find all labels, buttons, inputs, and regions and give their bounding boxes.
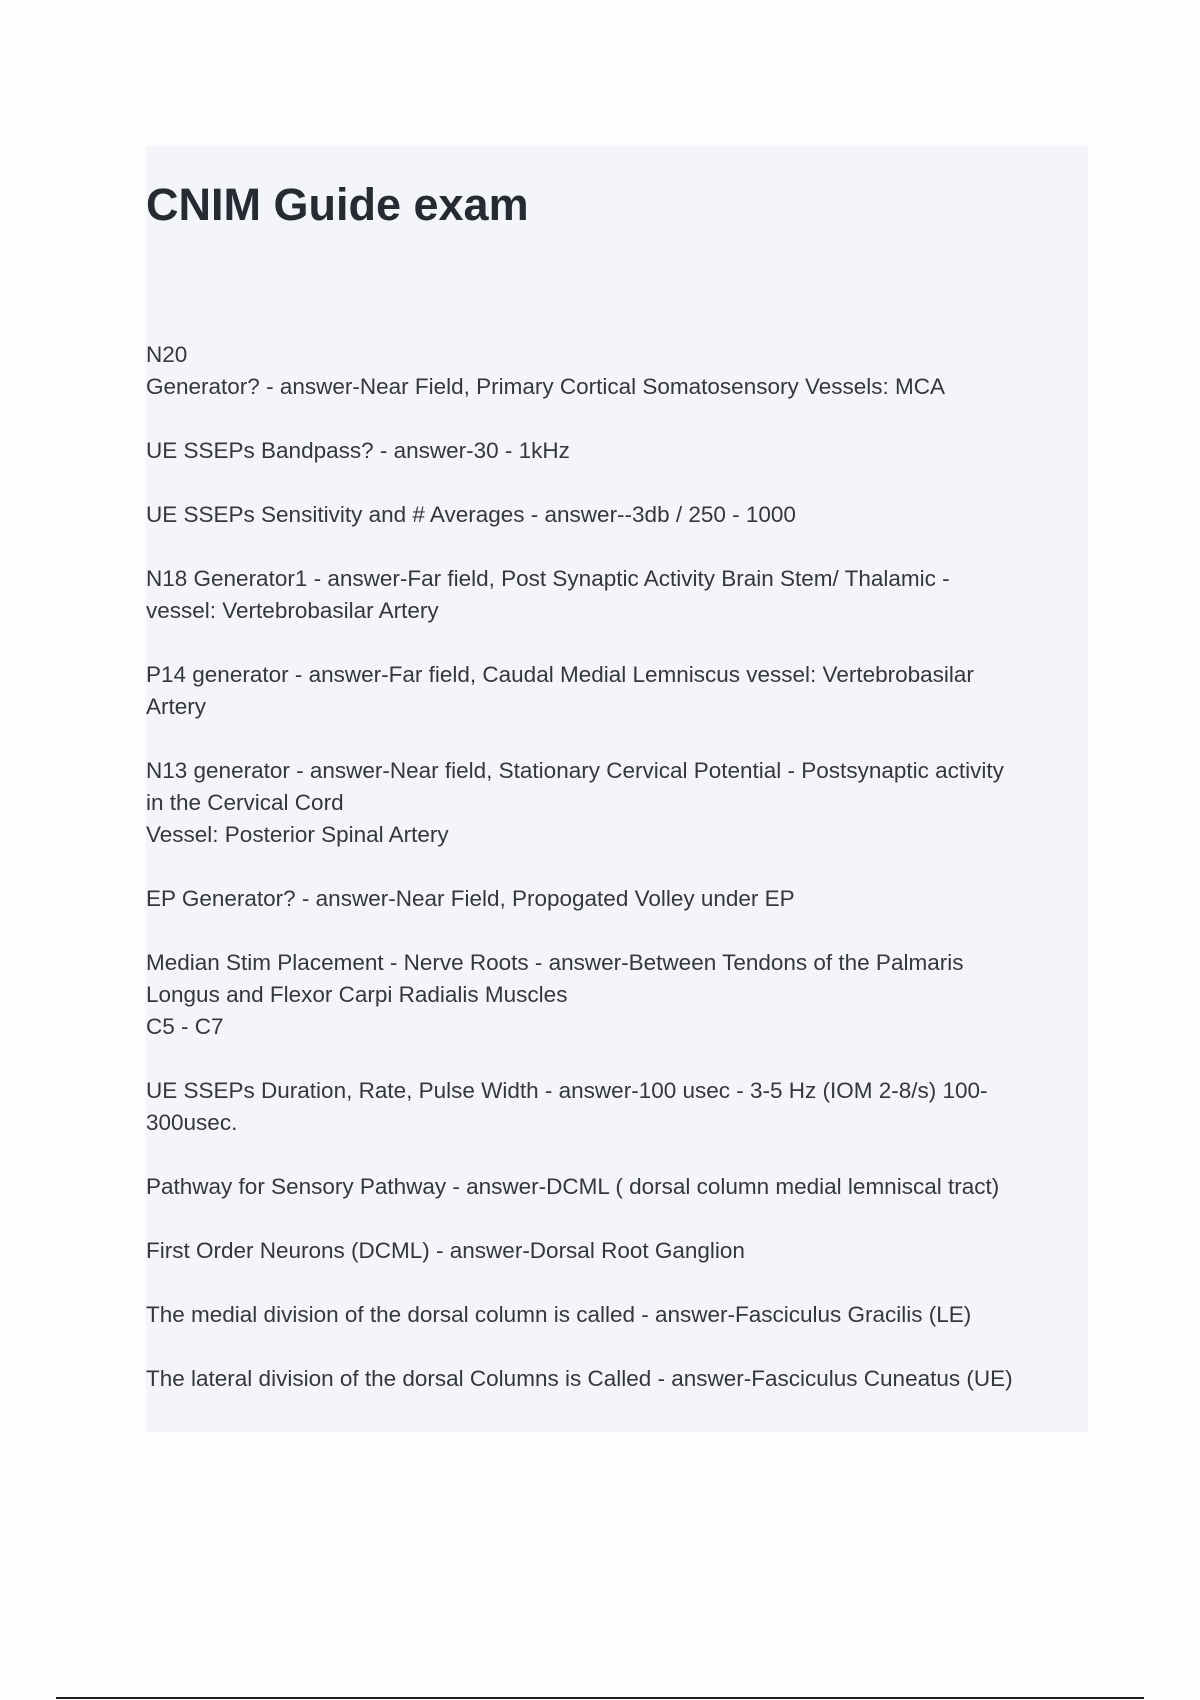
qa-item: The medial division of the dorsal column is called - answer-Fasciculus Gracilis (LE) (146, 1302, 972, 1327)
qa-item: First Order Neurons (DCML) - answer-Dorsal Root Ganglion (146, 1238, 745, 1263)
qa-item: Median Stim Placement - Nerve Roots - answer-Between Tendons of the Palmaris Longus and Flexor Carpi Radialis Muscles C5 - C7 (146, 950, 964, 1039)
qa-item: N13 generator - answer-Near field, Stationary Cervical Potential - Postsynaptic activity in the Cervical Cord Vessel: Posterior Spinal Artery (146, 758, 1004, 847)
qa-item: P14 generator - answer-Far field, Caudal Medial Lemniscus vessel: Vertebrobasilar Artery (146, 662, 974, 719)
qa-item: Pathway for Sensory Pathway - answer-DCML ( dorsal column medial lemniscal tract) (146, 1174, 1000, 1199)
qa-item: UE SSEPs Bandpass? - answer-30 - 1kHz (146, 438, 570, 463)
qa-item: EP Generator? - answer-Near Field, Propogated Volley under EP (146, 886, 795, 911)
qa-item: N20 Generator? - answer-Near Field, Primary Cortical Somatosensory Vessels: MCA (146, 342, 946, 399)
qa-item: The lateral division of the dorsal Columns is Called - answer-Fasciculus Cuneatus (UE) (146, 1366, 1013, 1391)
qa-item: UE SSEPs Duration, Rate, Pulse Width - answer-100 usec - 3-5 Hz (IOM 2-8/s) 100- 300usec. (146, 1078, 988, 1135)
qa-item: N18 Generator1 - answer-Far field, Post Synaptic Activity Brain Stem/ Thalamic - vessel: Vertebrobasilar Artery (146, 566, 950, 623)
qa-item: UE SSEPs Sensitivity and # Averages - answer--3db / 250 - 1000 (146, 502, 796, 527)
qa-list (146, 339, 1084, 1427)
footer-rule (56, 1697, 1144, 1699)
document-title: CNIM Guide exam (146, 179, 529, 230)
